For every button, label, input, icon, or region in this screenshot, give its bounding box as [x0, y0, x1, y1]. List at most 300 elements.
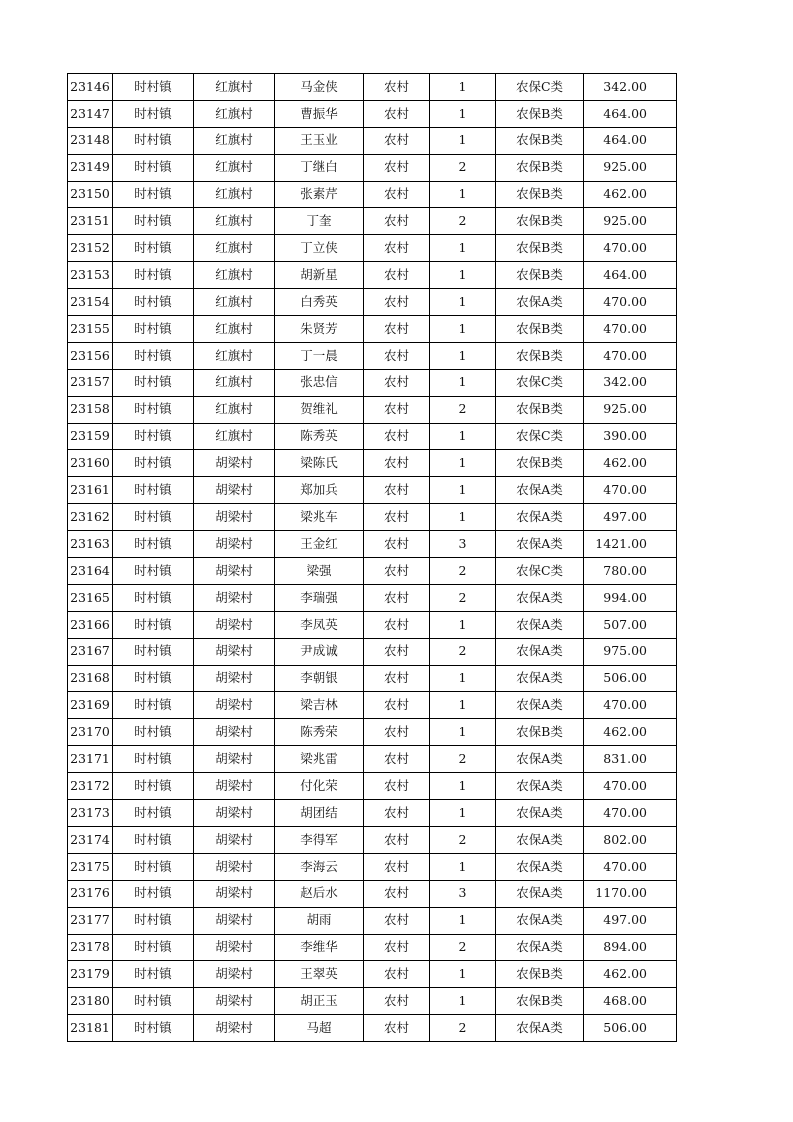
- name-cell: 李维华: [275, 934, 364, 961]
- amount-cell: 506.00: [584, 1015, 677, 1042]
- id-cell: 23159: [68, 423, 113, 450]
- village-cell: 胡梁村: [194, 611, 275, 638]
- village-cell: 红旗村: [194, 342, 275, 369]
- household-size-cell: 1: [430, 316, 496, 343]
- area-type-cell: 农村: [364, 880, 430, 907]
- town-cell: 时村镇: [113, 692, 194, 719]
- household-size-cell: 1: [430, 800, 496, 827]
- id-cell: 23164: [68, 558, 113, 585]
- category-cell: 农保A类: [496, 880, 584, 907]
- table-row: [68, 74, 677, 101]
- area-type-cell: 农村: [364, 961, 430, 988]
- town-cell: 时村镇: [113, 719, 194, 746]
- amount-cell: 462.00: [584, 450, 677, 477]
- area-type-cell: 农村: [364, 611, 430, 638]
- amount-cell: 497.00: [584, 504, 677, 531]
- town-cell: 时村镇: [113, 289, 194, 316]
- town-cell: 时村镇: [113, 504, 194, 531]
- household-size-cell: 2: [430, 638, 496, 665]
- name-cell: 梁兆雷: [275, 746, 364, 773]
- household-size-cell: 1: [430, 853, 496, 880]
- amount-cell: 468.00: [584, 988, 677, 1015]
- area-type-cell: 农村: [364, 100, 430, 127]
- table-body: [68, 74, 677, 1042]
- village-cell: 胡梁村: [194, 800, 275, 827]
- area-type-cell: 农村: [364, 746, 430, 773]
- village-cell: 胡梁村: [194, 504, 275, 531]
- category-cell: 农保A类: [496, 504, 584, 531]
- category-cell: 农保B类: [496, 396, 584, 423]
- amount-cell: 342.00: [584, 74, 677, 101]
- table-row: [68, 692, 677, 719]
- area-type-cell: 农村: [364, 665, 430, 692]
- town-cell: 时村镇: [113, 853, 194, 880]
- category-cell: 农保A类: [496, 1015, 584, 1042]
- name-cell: 胡正玉: [275, 988, 364, 1015]
- area-type-cell: 农村: [364, 127, 430, 154]
- category-cell: 农保C类: [496, 74, 584, 101]
- village-cell: 胡梁村: [194, 638, 275, 665]
- amount-cell: 390.00: [584, 423, 677, 450]
- name-cell: 王玉业: [275, 127, 364, 154]
- name-cell: 胡雨: [275, 907, 364, 934]
- household-size-cell: 1: [430, 235, 496, 262]
- village-cell: 胡梁村: [194, 665, 275, 692]
- household-size-cell: 1: [430, 773, 496, 800]
- household-size-cell: 2: [430, 746, 496, 773]
- category-cell: 农保A类: [496, 826, 584, 853]
- amount-cell: 497.00: [584, 907, 677, 934]
- town-cell: 时村镇: [113, 638, 194, 665]
- id-cell: 23151: [68, 208, 113, 235]
- table-row: [68, 369, 677, 396]
- category-cell: 农保B类: [496, 719, 584, 746]
- town-cell: 时村镇: [113, 423, 194, 450]
- amount-cell: 507.00: [584, 611, 677, 638]
- amount-cell: 831.00: [584, 746, 677, 773]
- household-size-cell: 1: [430, 988, 496, 1015]
- name-cell: 梁陈氏: [275, 450, 364, 477]
- household-size-cell: 1: [430, 961, 496, 988]
- category-cell: 农保A类: [496, 853, 584, 880]
- town-cell: 时村镇: [113, 961, 194, 988]
- name-cell: 李朝银: [275, 665, 364, 692]
- name-cell: 胡新星: [275, 262, 364, 289]
- table-row: [68, 907, 677, 934]
- table-row: [68, 611, 677, 638]
- id-cell: 23168: [68, 665, 113, 692]
- name-cell: 梁兆车: [275, 504, 364, 531]
- table-row: [68, 853, 677, 880]
- amount-cell: 462.00: [584, 181, 677, 208]
- id-cell: 23150: [68, 181, 113, 208]
- household-size-cell: 1: [430, 100, 496, 127]
- amount-cell: 462.00: [584, 719, 677, 746]
- id-cell: 23178: [68, 934, 113, 961]
- town-cell: 时村镇: [113, 154, 194, 181]
- id-cell: 23173: [68, 800, 113, 827]
- village-cell: 胡梁村: [194, 880, 275, 907]
- amount-cell: 470.00: [584, 342, 677, 369]
- id-cell: 23179: [68, 961, 113, 988]
- village-cell: 胡梁村: [194, 584, 275, 611]
- household-size-cell: 1: [430, 719, 496, 746]
- area-type-cell: 农村: [364, 853, 430, 880]
- area-type-cell: 农村: [364, 181, 430, 208]
- category-cell: 农保B类: [496, 961, 584, 988]
- id-cell: 23175: [68, 853, 113, 880]
- amount-cell: 780.00: [584, 558, 677, 585]
- amount-cell: 470.00: [584, 800, 677, 827]
- table-row: [68, 450, 677, 477]
- amount-cell: 462.00: [584, 961, 677, 988]
- table-row: [68, 988, 677, 1015]
- town-cell: 时村镇: [113, 208, 194, 235]
- id-cell: 23149: [68, 154, 113, 181]
- area-type-cell: 农村: [364, 74, 430, 101]
- area-type-cell: 农村: [364, 531, 430, 558]
- village-cell: 红旗村: [194, 396, 275, 423]
- id-cell: 23154: [68, 289, 113, 316]
- category-cell: 农保A类: [496, 289, 584, 316]
- id-cell: 23177: [68, 907, 113, 934]
- category-cell: 农保A类: [496, 477, 584, 504]
- village-cell: 胡梁村: [194, 961, 275, 988]
- area-type-cell: 农村: [364, 638, 430, 665]
- id-cell: 23163: [68, 531, 113, 558]
- category-cell: 农保B类: [496, 208, 584, 235]
- category-cell: 农保A类: [496, 638, 584, 665]
- name-cell: 曹振华: [275, 100, 364, 127]
- household-size-cell: 3: [430, 880, 496, 907]
- category-cell: 农保B类: [496, 235, 584, 262]
- id-cell: 23161: [68, 477, 113, 504]
- id-cell: 23156: [68, 342, 113, 369]
- amount-cell: 802.00: [584, 826, 677, 853]
- name-cell: 陈秀英: [275, 423, 364, 450]
- name-cell: 陈秀荣: [275, 719, 364, 746]
- amount-cell: 925.00: [584, 154, 677, 181]
- category-cell: 农保C类: [496, 558, 584, 585]
- amount-cell: 994.00: [584, 584, 677, 611]
- category-cell: 农保B类: [496, 342, 584, 369]
- town-cell: 时村镇: [113, 396, 194, 423]
- id-cell: 23162: [68, 504, 113, 531]
- household-size-cell: 1: [430, 342, 496, 369]
- village-cell: 红旗村: [194, 235, 275, 262]
- id-cell: 23155: [68, 316, 113, 343]
- table-row: [68, 746, 677, 773]
- id-cell: 23157: [68, 369, 113, 396]
- household-size-cell: 2: [430, 826, 496, 853]
- town-cell: 时村镇: [113, 235, 194, 262]
- name-cell: 丁继白: [275, 154, 364, 181]
- household-size-cell: 1: [430, 289, 496, 316]
- table-row: [68, 235, 677, 262]
- id-cell: 23148: [68, 127, 113, 154]
- amount-cell: 464.00: [584, 127, 677, 154]
- area-type-cell: 农村: [364, 826, 430, 853]
- household-size-cell: 3: [430, 531, 496, 558]
- household-size-cell: 1: [430, 181, 496, 208]
- name-cell: 尹成诚: [275, 638, 364, 665]
- table-row: [68, 1015, 677, 1042]
- name-cell: 张素芹: [275, 181, 364, 208]
- town-cell: 时村镇: [113, 880, 194, 907]
- name-cell: 胡团结: [275, 800, 364, 827]
- name-cell: 郑加兵: [275, 477, 364, 504]
- household-size-cell: 2: [430, 1015, 496, 1042]
- amount-cell: 464.00: [584, 262, 677, 289]
- category-cell: 农保A类: [496, 531, 584, 558]
- area-type-cell: 农村: [364, 235, 430, 262]
- category-cell: 农保C类: [496, 423, 584, 450]
- amount-cell: 464.00: [584, 100, 677, 127]
- area-type-cell: 农村: [364, 800, 430, 827]
- table-row: [68, 773, 677, 800]
- household-size-cell: 1: [430, 611, 496, 638]
- town-cell: 时村镇: [113, 531, 194, 558]
- household-size-cell: 2: [430, 208, 496, 235]
- amount-cell: 1421.00: [584, 531, 677, 558]
- town-cell: 时村镇: [113, 100, 194, 127]
- name-cell: 白秀英: [275, 289, 364, 316]
- category-cell: 农保B类: [496, 154, 584, 181]
- town-cell: 时村镇: [113, 934, 194, 961]
- id-cell: 23160: [68, 450, 113, 477]
- table-row: [68, 880, 677, 907]
- name-cell: 张忠信: [275, 369, 364, 396]
- category-cell: 农保A类: [496, 611, 584, 638]
- village-cell: 胡梁村: [194, 558, 275, 585]
- table-row: [68, 289, 677, 316]
- table-row: [68, 961, 677, 988]
- id-cell: 23171: [68, 746, 113, 773]
- table-row: [68, 531, 677, 558]
- household-size-cell: 2: [430, 934, 496, 961]
- table-row: [68, 504, 677, 531]
- household-size-cell: 1: [430, 692, 496, 719]
- name-cell: 丁立侠: [275, 235, 364, 262]
- area-type-cell: 农村: [364, 558, 430, 585]
- name-cell: 马超: [275, 1015, 364, 1042]
- town-cell: 时村镇: [113, 746, 194, 773]
- household-size-cell: 1: [430, 477, 496, 504]
- category-cell: 农保B类: [496, 127, 584, 154]
- data-table: [67, 73, 677, 1042]
- amount-cell: 975.00: [584, 638, 677, 665]
- table-row: [68, 396, 677, 423]
- category-cell: 农保A类: [496, 934, 584, 961]
- name-cell: 李瑞强: [275, 584, 364, 611]
- name-cell: 朱贤芳: [275, 316, 364, 343]
- household-size-cell: 2: [430, 396, 496, 423]
- category-cell: 农保B类: [496, 988, 584, 1015]
- area-type-cell: 农村: [364, 988, 430, 1015]
- category-cell: 农保C类: [496, 369, 584, 396]
- id-cell: 23146: [68, 74, 113, 101]
- area-type-cell: 农村: [364, 907, 430, 934]
- town-cell: 时村镇: [113, 450, 194, 477]
- household-size-cell: 1: [430, 504, 496, 531]
- name-cell: 王翠英: [275, 961, 364, 988]
- village-cell: 胡梁村: [194, 853, 275, 880]
- table-row: [68, 262, 677, 289]
- amount-cell: 470.00: [584, 316, 677, 343]
- amount-cell: 470.00: [584, 235, 677, 262]
- name-cell: 李凤英: [275, 611, 364, 638]
- category-cell: 农保A类: [496, 746, 584, 773]
- area-type-cell: 农村: [364, 342, 430, 369]
- amount-cell: 925.00: [584, 396, 677, 423]
- table-row: [68, 934, 677, 961]
- village-cell: 红旗村: [194, 208, 275, 235]
- id-cell: 23176: [68, 880, 113, 907]
- town-cell: 时村镇: [113, 369, 194, 396]
- amount-cell: 1170.00: [584, 880, 677, 907]
- town-cell: 时村镇: [113, 800, 194, 827]
- village-cell: 胡梁村: [194, 692, 275, 719]
- table-row: [68, 181, 677, 208]
- amount-cell: 470.00: [584, 477, 677, 504]
- village-cell: 红旗村: [194, 369, 275, 396]
- id-cell: 23180: [68, 988, 113, 1015]
- village-cell: 红旗村: [194, 74, 275, 101]
- category-cell: 农保B类: [496, 450, 584, 477]
- table-row: [68, 826, 677, 853]
- household-size-cell: 2: [430, 154, 496, 181]
- category-cell: 农保B类: [496, 262, 584, 289]
- village-cell: 胡梁村: [194, 826, 275, 853]
- table-row: [68, 342, 677, 369]
- category-cell: 农保B类: [496, 316, 584, 343]
- id-cell: 23174: [68, 826, 113, 853]
- area-type-cell: 农村: [364, 773, 430, 800]
- category-cell: 农保B类: [496, 181, 584, 208]
- id-cell: 23170: [68, 719, 113, 746]
- household-size-cell: 1: [430, 127, 496, 154]
- household-size-cell: 2: [430, 558, 496, 585]
- name-cell: 丁一晨: [275, 342, 364, 369]
- table-row: [68, 154, 677, 181]
- town-cell: 时村镇: [113, 558, 194, 585]
- area-type-cell: 农村: [364, 934, 430, 961]
- amount-cell: 506.00: [584, 665, 677, 692]
- id-cell: 23169: [68, 692, 113, 719]
- name-cell: 付化荣: [275, 773, 364, 800]
- area-type-cell: 农村: [364, 208, 430, 235]
- area-type-cell: 农村: [364, 504, 430, 531]
- name-cell: 李得军: [275, 826, 364, 853]
- household-size-cell: 1: [430, 262, 496, 289]
- town-cell: 时村镇: [113, 988, 194, 1015]
- table-row: [68, 316, 677, 343]
- household-size-cell: 1: [430, 423, 496, 450]
- village-cell: 胡梁村: [194, 934, 275, 961]
- id-cell: 23172: [68, 773, 113, 800]
- village-cell: 红旗村: [194, 127, 275, 154]
- household-size-cell: 1: [430, 74, 496, 101]
- category-cell: 农保A类: [496, 907, 584, 934]
- name-cell: 贺维礼: [275, 396, 364, 423]
- household-size-cell: 1: [430, 665, 496, 692]
- name-cell: 马金侠: [275, 74, 364, 101]
- village-cell: 胡梁村: [194, 1015, 275, 1042]
- id-cell: 23165: [68, 584, 113, 611]
- category-cell: 农保A类: [496, 584, 584, 611]
- household-size-cell: 1: [430, 369, 496, 396]
- area-type-cell: 农村: [364, 369, 430, 396]
- name-cell: 丁奎: [275, 208, 364, 235]
- category-cell: 农保A类: [496, 665, 584, 692]
- area-type-cell: 农村: [364, 396, 430, 423]
- village-cell: 胡梁村: [194, 450, 275, 477]
- area-type-cell: 农村: [364, 154, 430, 181]
- town-cell: 时村镇: [113, 316, 194, 343]
- id-cell: 23158: [68, 396, 113, 423]
- household-size-cell: 1: [430, 450, 496, 477]
- area-type-cell: 农村: [364, 692, 430, 719]
- town-cell: 时村镇: [113, 477, 194, 504]
- town-cell: 时村镇: [113, 826, 194, 853]
- village-cell: 胡梁村: [194, 907, 275, 934]
- category-cell: 农保B类: [496, 100, 584, 127]
- id-cell: 23181: [68, 1015, 113, 1042]
- category-cell: 农保A类: [496, 800, 584, 827]
- household-size-cell: 2: [430, 584, 496, 611]
- area-type-cell: 农村: [364, 1015, 430, 1042]
- town-cell: 时村镇: [113, 773, 194, 800]
- amount-cell: 470.00: [584, 289, 677, 316]
- village-cell: 红旗村: [194, 423, 275, 450]
- amount-cell: 342.00: [584, 369, 677, 396]
- town-cell: 时村镇: [113, 342, 194, 369]
- amount-cell: 925.00: [584, 208, 677, 235]
- name-cell: 李海云: [275, 853, 364, 880]
- amount-cell: 894.00: [584, 934, 677, 961]
- village-cell: 红旗村: [194, 316, 275, 343]
- household-size-cell: 1: [430, 907, 496, 934]
- village-cell: 红旗村: [194, 262, 275, 289]
- id-cell: 23152: [68, 235, 113, 262]
- name-cell: 王金红: [275, 531, 364, 558]
- id-cell: 23166: [68, 611, 113, 638]
- village-cell: 胡梁村: [194, 746, 275, 773]
- amount-cell: 470.00: [584, 853, 677, 880]
- village-cell: 胡梁村: [194, 773, 275, 800]
- name-cell: 赵后水: [275, 880, 364, 907]
- town-cell: 时村镇: [113, 1015, 194, 1042]
- area-type-cell: 农村: [364, 289, 430, 316]
- name-cell: 梁吉林: [275, 692, 364, 719]
- town-cell: 时村镇: [113, 907, 194, 934]
- id-cell: 23153: [68, 262, 113, 289]
- category-cell: 农保A类: [496, 773, 584, 800]
- table-row: [68, 558, 677, 585]
- table-row: [68, 665, 677, 692]
- village-cell: 胡梁村: [194, 988, 275, 1015]
- town-cell: 时村镇: [113, 127, 194, 154]
- village-cell: 红旗村: [194, 181, 275, 208]
- village-cell: 胡梁村: [194, 719, 275, 746]
- village-cell: 红旗村: [194, 154, 275, 181]
- amount-cell: 470.00: [584, 692, 677, 719]
- table-row: [68, 719, 677, 746]
- area-type-cell: 农村: [364, 719, 430, 746]
- area-type-cell: 农村: [364, 423, 430, 450]
- table-row: [68, 800, 677, 827]
- category-cell: 农保A类: [496, 692, 584, 719]
